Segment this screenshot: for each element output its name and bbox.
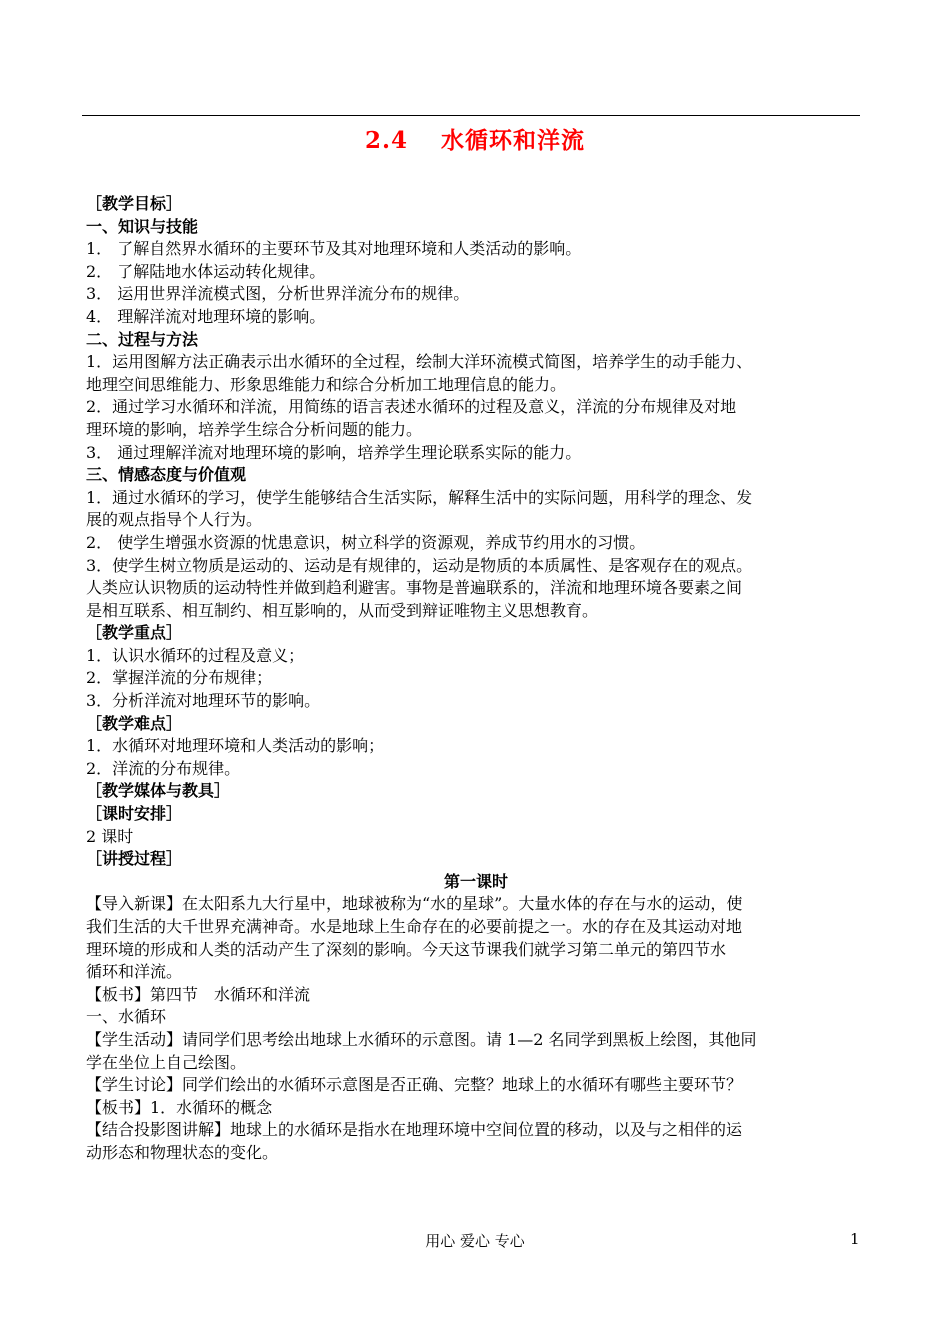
text-line: 【学生活动】请同学们思考绘出地球上水循环的示意图。请 1—2 名同学到黑板上绘图，其他同 xyxy=(86,1029,757,1049)
text-line: 理环境的影响，培养学生综合分析问题的能力。 xyxy=(86,419,423,439)
text-line: 【学生讨论】同学们绘出的水循环示意图是否正确、完整？地球上的水循环有哪些主要环节？ xyxy=(86,1075,743,1095)
document-body xyxy=(86,193,866,1165)
footer-motto: 用心 爱心 专心 xyxy=(425,1232,525,1250)
text-line: 1．认识水循环的过程及意义； xyxy=(86,645,305,665)
text-line: 地理空间思维能力、形象思维能力和综合分析加工地理信息的能力。 xyxy=(86,374,567,394)
text-line: 学在坐位上自己绘图。 xyxy=(86,1052,247,1072)
text-line: 动形态和物理状态的变化。 xyxy=(86,1142,279,1162)
text-line: 1．运用图解方法正确表示出水循环的全过程，绘制大洋环流模式简图，培养学生的动手能力、 xyxy=(86,352,753,372)
text-line: 理环境的形成和人类的活动产生了深刻的影响。今天这节课我们就学习第二单元的第四节水 xyxy=(86,939,727,959)
text-line: 2．掌握洋流的分布规律； xyxy=(86,668,273,688)
text-line: 展的观点指导个人行为。 xyxy=(86,510,263,530)
text-line: 3．使学生树立物质是运动的、运动是有规律的，运动是物质的本质属性、是客观存在的观点。 xyxy=(86,555,753,575)
header-rule xyxy=(82,115,860,116)
document-title: 2.4 水循环和洋流 xyxy=(364,127,586,154)
section-heading: 第一课时 xyxy=(443,871,508,891)
text-line: 【导入新课】在太阳系九大行星中，地球被称为“水的星球”。大量水体的存在与水的运动，使 xyxy=(86,894,743,914)
text-line: 人类应认识物质的运动特性并做到趋利避害。事物是普遍联系的，洋流和地理环境各要素之间 xyxy=(86,578,743,598)
text-line: 3．分析洋流对地理环节的影响。 xyxy=(86,691,321,711)
section-heading: 二、过程与方法 xyxy=(86,329,199,349)
text-line: 2．通过学习水循环和洋流，用简练的语言表述水循环的过程及意义，洋流的分布规律及对地 xyxy=(86,397,737,417)
section-heading: ［教学难点］ xyxy=(86,713,183,733)
page-number: 1 xyxy=(850,1230,860,1248)
text-line: 是相互联系、相互制约、相互影响的，从而受到辩证唯物主义思想教育。 xyxy=(86,600,599,620)
text-line: 循环和洋流。 xyxy=(86,962,183,982)
text-line: 2 课时 xyxy=(86,826,134,846)
text-line: 2．洋流的分布规律。 xyxy=(86,758,241,778)
text-line: 1． 了解自然界水循环的主要环节及其对地理环境和人类活动的影响。 xyxy=(86,239,582,259)
text-line: 我们生活的大千世界充满神奇。水是地球上生命存在的必要前提之一。水的存在及其运动对地 xyxy=(86,917,743,936)
section-heading: ［教学重点］ xyxy=(86,623,183,643)
section-heading: ［教学目标］ xyxy=(86,194,183,213)
text-line: 一、水循环 xyxy=(86,1007,167,1027)
text-line: 1．水循环对地理环境和人类活动的影响； xyxy=(86,736,385,756)
text-line: 3． 运用世界洋流模式图，分析世界洋流分布的规律。 xyxy=(86,284,470,304)
text-line: 1．通过水循环的学习，使学生能够结合生活实际，解释生活中的实际问题，用科学的理念、发 xyxy=(86,487,753,507)
text-line: 【板书】第四节 水循环和洋流 xyxy=(86,984,311,1004)
section-heading: 三、情感态度与价值观 xyxy=(86,465,247,485)
text-line: 【结合投影图讲解】地球上的水循环是指水在地理环境中空间位置的移动，以及与之相伴的运 xyxy=(86,1120,743,1140)
text-line: 2． 了解陆地水体运动转化规律。 xyxy=(86,261,326,281)
text-line: 3． 通过理解洋流对地理环境的影响，培养学生理论联系实际的能力。 xyxy=(86,442,582,462)
section-heading: ［课时安排］ xyxy=(86,804,183,824)
section-heading: ［讲授过程］ xyxy=(86,849,183,869)
text-line: 【板书】1．水循环的概念 xyxy=(86,1097,273,1117)
section-heading: 一、知识与技能 xyxy=(86,216,199,236)
section-heading: ［教学媒体与教具］ xyxy=(86,781,231,801)
text-line: 2． 使学生增强水资源的忧患意识，树立科学的资源观，养成节约用水的习惯。 xyxy=(86,532,646,552)
text-line: 4． 理解洋流对地理环境的影响。 xyxy=(86,306,326,326)
